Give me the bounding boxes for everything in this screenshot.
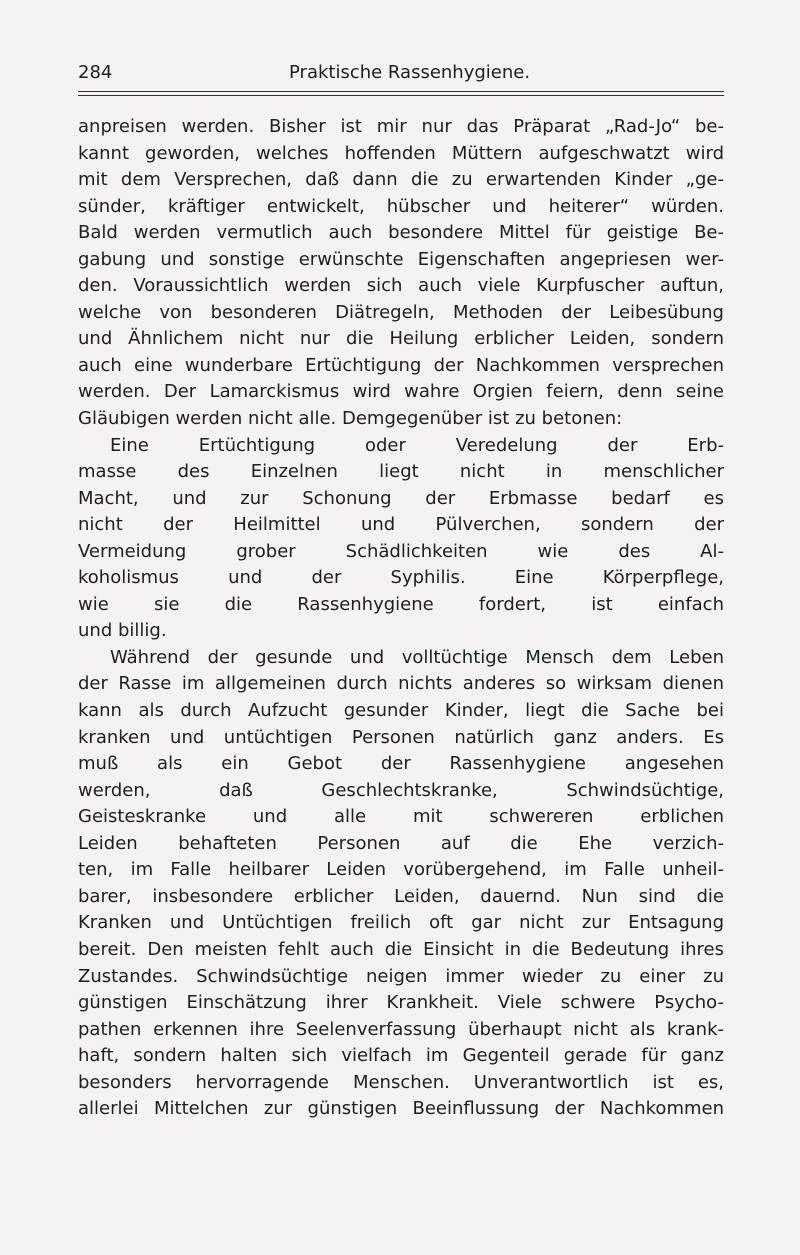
text-line: auch eine wunderbare Ertüchtigung der Nachkommen versprechen xyxy=(78,354,724,376)
text-line: bereit. Den meisten fehlt auch die Einsicht in die Bedeutung ihres xyxy=(78,938,724,960)
text-line: Kranken und Untüchtigen freilich oft gar nicht zur Entsagung xyxy=(78,912,724,934)
text-line: kannt geworden, welches hoffenden Müttern aufgeschwatzt wird xyxy=(78,142,724,164)
emphasis-line: masse des Einzelnen liegt nicht in menschlicher xyxy=(78,461,724,483)
emphasis-line: Macht, und zur Schonung der Erbmasse bedarf es xyxy=(78,487,724,509)
text-line: anpreisen werden. Bisher ist mir nur das Präparat „Rad-Jo“ be- xyxy=(78,116,724,137)
running-title: Praktische Rassenhygiene. xyxy=(289,62,531,83)
text-line: den. Voraussichtlich werden sich auch viele Kurpfuscher auftun, xyxy=(78,275,724,297)
emphasis-line: Leiden behafteten Personen auf die Ehe verzich- xyxy=(78,832,724,854)
text-line: mit dem Versprechen, daß dann die zu erwartenden Kinder „ge- xyxy=(78,169,724,191)
text-line: sünder, kräftiger entwickelt, hübscher und heiterer“ würden. xyxy=(78,195,724,217)
text-line: barer, insbesondere erblicher Leiden, dauernd. Nun sind die xyxy=(78,885,724,907)
text-line: der Rasse im allgemeinen durch nichts anderes so wirksam dienen xyxy=(78,673,724,695)
text-line: ten, im Falle heilbarer Leiden vorübergehend, im Falle unheil- xyxy=(78,859,724,881)
emphasis-line: Vermeidung grober Schädlichkeiten wie des Al- xyxy=(78,540,724,562)
page-header xyxy=(78,62,724,90)
text-line: und Ähnlichem nicht nur die Heilung erblicher Leiden, sondern xyxy=(78,328,724,350)
text-line: Gläubigen werden nicht alle. Demgegenüber ist zu betonen: xyxy=(78,408,623,430)
text-line: besonders hervorragende Menschen. Unverantwortlich ist es, xyxy=(78,1071,724,1093)
text-line: günstigen Einschätzung ihrer Krankheit. Viele schwere Psycho- xyxy=(78,992,724,1014)
text-line: pathen erkennen ihre Seelenverfassung überhaupt nicht als krank- xyxy=(78,1018,724,1040)
emphasis-line: koholismus und der Syphilis. Eine Körperpflege, xyxy=(78,567,724,589)
text-line: kann als durch Aufzucht gesunder Kinder, liegt die Sache bei xyxy=(78,700,724,722)
emphasis-line: Geisteskranke und alle mit schwereren erblichen xyxy=(78,806,724,828)
header-rule-bottom xyxy=(78,95,724,96)
header-rule-top xyxy=(78,91,724,92)
emphasis-line: nicht der Heilmittel und Pülverchen, sondern der xyxy=(78,514,724,536)
body-text xyxy=(78,114,724,1123)
text-line: Während der gesunde und volltüchtige Mensch dem Leben xyxy=(110,646,724,668)
text-line: welche von besonderen Diätregeln, Methoden der Leibesübung xyxy=(78,301,724,323)
page-number: 284 xyxy=(78,62,113,83)
text-line: gabung und sonstige erwünschte Eigenschaften angepriesen wer- xyxy=(78,248,724,270)
emphasis-line: werden, daß Geschlechtskranke, Schwindsüchtige, xyxy=(78,779,724,801)
text-line: werden. Der Lamarckismus wird wahre Orgien feiern, denn seine xyxy=(78,381,724,403)
emphasis-line: wie sie die Rassenhygiene fordert, ist einfach xyxy=(78,593,724,615)
emphasis-line: Eine Ertüchtigung oder Veredelung der Erb- xyxy=(110,434,724,456)
emphasis-line: und billig. xyxy=(78,620,167,642)
text-line: Zustandes. Schwindsüchtige neigen immer wieder zu einer zu xyxy=(78,965,724,987)
emphasis-line: muß als ein Gebot der Rassenhygiene angesehen xyxy=(78,753,724,775)
text-line: haft, sondern halten sich vielfach im Gegenteil gerade für ganz xyxy=(78,1045,724,1067)
text-line: Bald werden vermutlich auch besondere Mittel für geistige Be- xyxy=(78,222,724,244)
text-line: kranken und untüchtigen Personen natürlich ganz anders. Es xyxy=(78,726,724,748)
text-line: allerlei Mittelchen zur günstigen Beeinflussung der Nachkommen xyxy=(78,1098,724,1120)
